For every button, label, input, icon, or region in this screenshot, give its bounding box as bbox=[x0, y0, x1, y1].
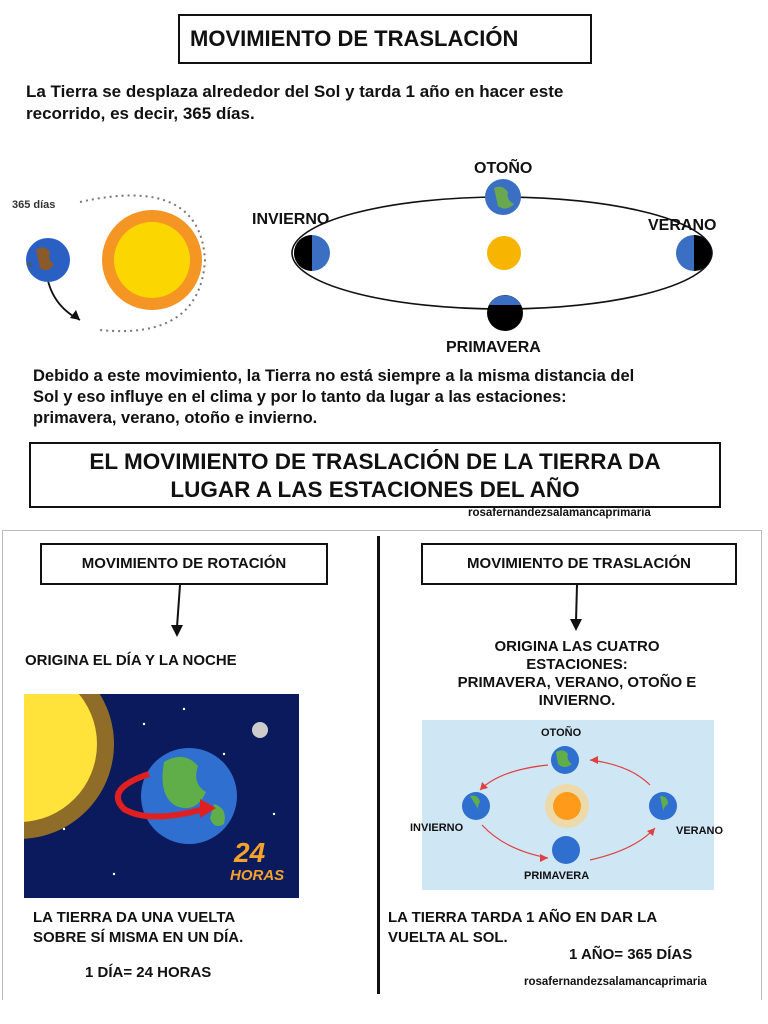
rotation-title: MOVIMIENTO DE ROTACIÓN bbox=[81, 555, 287, 572]
hours-number: 24 bbox=[234, 837, 266, 868]
translation-origin-line-2: ESTACIONES: bbox=[526, 656, 628, 673]
earth-icon bbox=[141, 748, 237, 844]
moon-icon bbox=[252, 722, 268, 738]
earth-spring-icon bbox=[487, 295, 523, 331]
intro-line-2: recorrido, es decir, 365 días. bbox=[26, 104, 255, 123]
translation-desc-line-1: LA TIERRA TARDA 1 AÑO EN DAR LA bbox=[388, 909, 658, 926]
translation-title: MOVIMIENTO DE TRASLACIÓN bbox=[467, 555, 691, 572]
page-title: MOVIMIENTO DE TRASLACIÓN bbox=[190, 26, 519, 51]
days-label: 365 días bbox=[12, 199, 56, 211]
translation-equation: 1 AÑO= 365 DÍAS bbox=[569, 946, 693, 963]
orbit-illustration-small bbox=[0, 180, 230, 350]
season-label-winter: INVIERNO bbox=[252, 211, 330, 228]
earth-spring-icon bbox=[552, 836, 580, 864]
explanation-text bbox=[33, 366, 634, 429]
explanation-line-1: Debido a este movimiento, la Tierra no está siempre a la misma distancia del bbox=[33, 367, 635, 385]
earth-summer-icon bbox=[649, 792, 677, 820]
credit-top: rosafernandezsalamancaprimaria bbox=[468, 507, 651, 519]
rotation-desc-line-1: LA TIERRA DA UNA VUELTA bbox=[33, 909, 236, 926]
sun-icon bbox=[102, 210, 202, 310]
translation-arrow-icon bbox=[566, 585, 586, 633]
translation-origin-line-4: INVIERNO. bbox=[538, 692, 616, 709]
translation-desc-line-2: VUELTA AL SOL. bbox=[388, 929, 508, 946]
earth-winter-icon bbox=[294, 235, 330, 271]
intro-text bbox=[26, 81, 563, 125]
banner-line-1: EL MOVIMIENTO DE TRASLACIÓN DE LA TIERRA DA bbox=[89, 449, 661, 474]
earth-summer-icon bbox=[676, 235, 712, 271]
season-label-summer: VERANO bbox=[676, 825, 724, 837]
page-title-box bbox=[178, 14, 592, 64]
earth-autumn-icon bbox=[485, 179, 521, 215]
seasons-orbit-diagram bbox=[250, 155, 740, 360]
sun-icon bbox=[545, 784, 589, 828]
season-label-winter: INVIERNO bbox=[410, 822, 464, 834]
translation-description bbox=[388, 908, 657, 948]
translation-title-box bbox=[421, 543, 737, 585]
banner-line-2: LUGAR A LAS ESTACIONES DEL AÑO bbox=[170, 477, 580, 502]
seasons-illustration bbox=[410, 720, 766, 892]
credit-bottom: rosafernandezsalamancaprimaria bbox=[524, 976, 707, 988]
rotation-description bbox=[33, 908, 243, 948]
season-label-autumn: OTOÑO bbox=[474, 160, 533, 177]
translation-origin-line-1: ORIGINA LAS CUATRO bbox=[494, 638, 660, 655]
season-label-spring: PRIMAVERA bbox=[446, 339, 541, 356]
explanation-line-2: Sol y eso influye en el clima y por lo tanto da lugar a las estaciones: bbox=[33, 388, 567, 406]
explanation-line-3: primavera, verano, otoño e invierno. bbox=[33, 409, 318, 427]
rotation-title-box bbox=[40, 543, 328, 585]
hours-word: HORAS bbox=[230, 867, 285, 884]
rotation-equation: 1 DÍA= 24 HORAS bbox=[85, 964, 212, 981]
sun-icon bbox=[487, 236, 521, 270]
rotation-origin-text: ORIGINA EL DÍA Y LA NOCHE bbox=[25, 652, 237, 669]
earth-autumn-icon bbox=[551, 746, 579, 774]
intro-line-1: La Tierra se desplaza alrededor del Sol y tarda 1 año en hacer este bbox=[26, 82, 564, 101]
earth-winter-icon bbox=[462, 792, 490, 820]
day-night-illustration bbox=[24, 694, 299, 898]
banner-box bbox=[29, 442, 721, 508]
panel-divider bbox=[377, 536, 380, 994]
season-label-spring: PRIMAVERA bbox=[524, 870, 590, 882]
translation-origin-line-3: PRIMAVERA, VERANO, OTOÑO E bbox=[457, 674, 697, 691]
translation-origin-text bbox=[410, 638, 744, 710]
rotation-arrow-icon bbox=[168, 585, 188, 639]
season-label-autumn: OTOÑO bbox=[541, 727, 582, 739]
svg-text:«: « bbox=[26, 257, 33, 271]
rotation-desc-line-2: SOBRE SÍ MISMA EN UN DÍA. bbox=[33, 929, 244, 946]
season-label-summer: VERANO bbox=[648, 217, 717, 234]
